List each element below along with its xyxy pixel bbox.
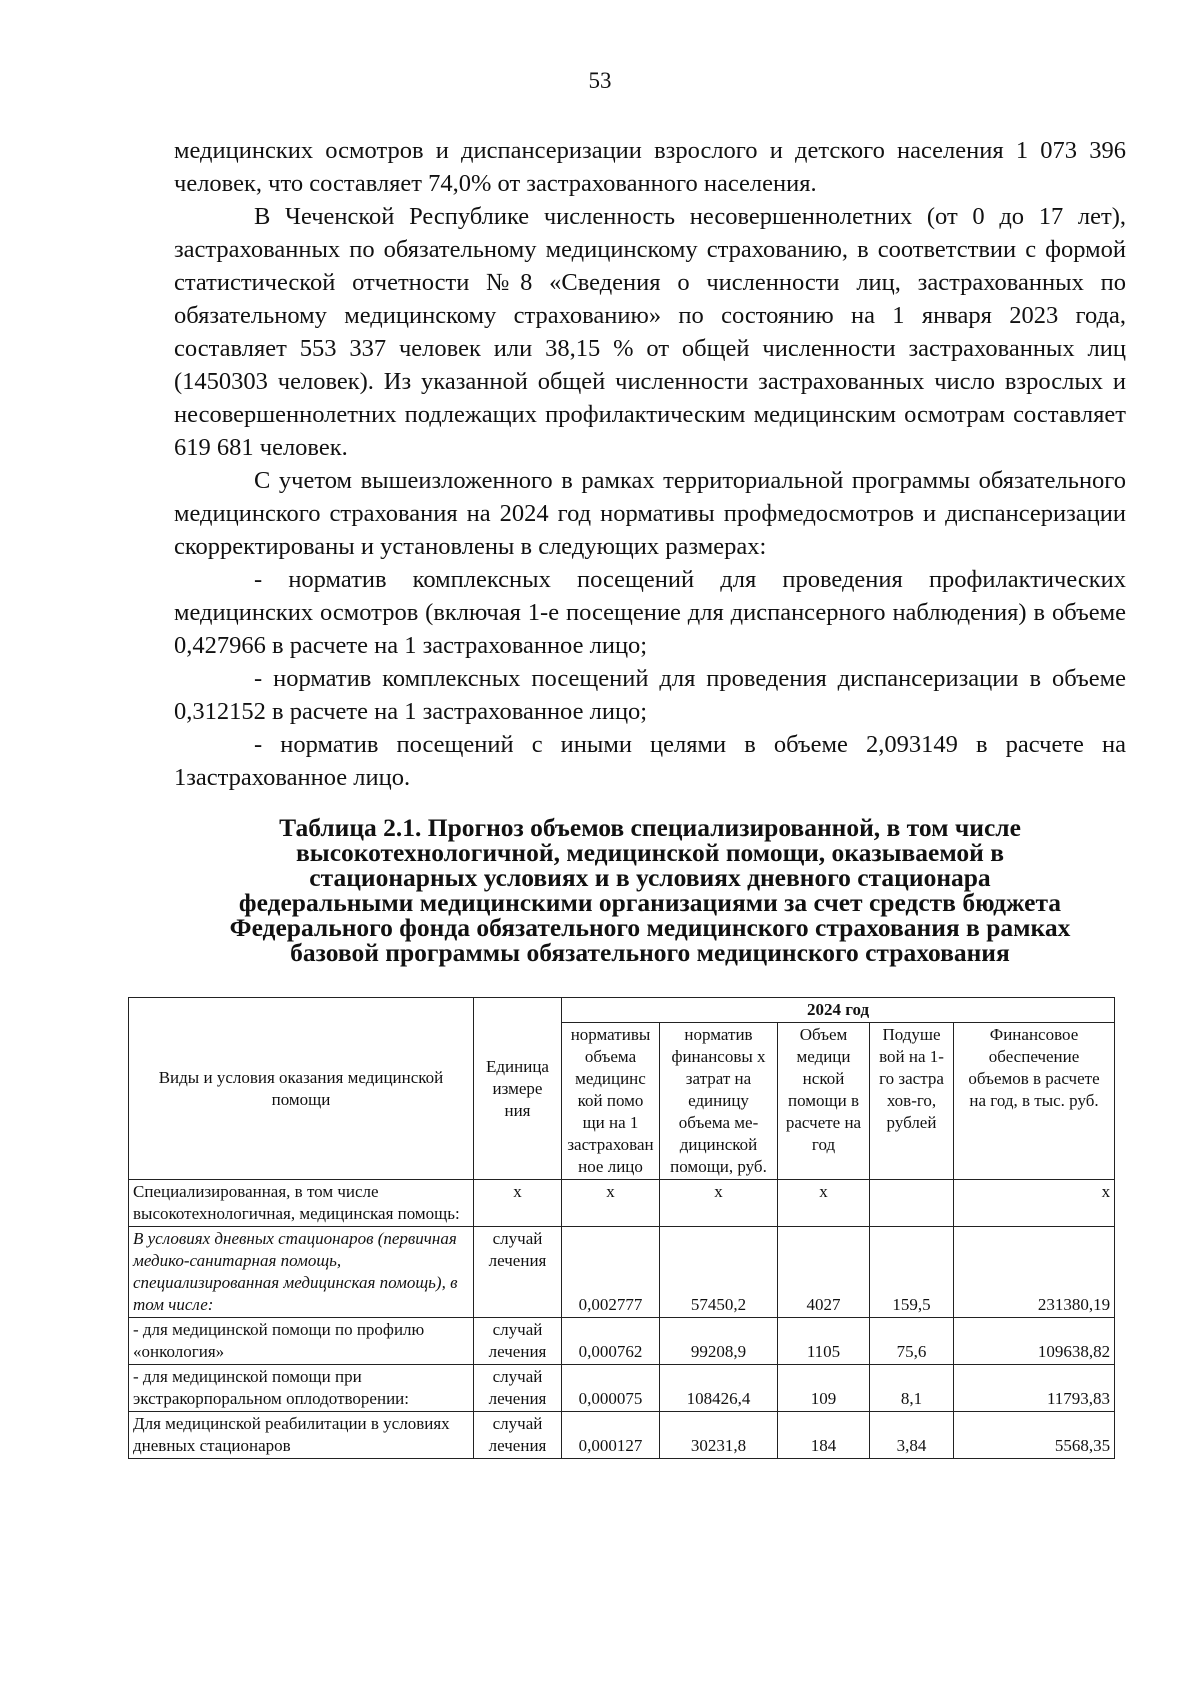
table-title-line: стационарных условиях и в условиях дневного стационара — [309, 863, 991, 892]
cell-norm-volume: 0,002777 — [562, 1227, 660, 1318]
cell-unit: х — [474, 1180, 562, 1227]
cell-volume: 4027 — [778, 1227, 870, 1318]
cell-per-capita: 159,5 — [870, 1227, 954, 1318]
table-row — [129, 1180, 1115, 1227]
header-finance: Финансовое обеспечение объемов в расчете на год, в тыс. руб. — [954, 1023, 1115, 1180]
cell-volume: х — [778, 1180, 870, 1227]
cell-per-capita: 8,1 — [870, 1365, 954, 1412]
paragraph: В Чеченской Республике численность несовершеннолетних (от 0 до 17 лет), застрахованных по обязательному медицинскому страхованию, в соответствии с формой статистической отчетности №8 «Сведения о численности лиц, застрахованных по обязательному медицинскому страхованию» по состоянию на 1 января 2023 года, составляет 553 337 человек или 38,15 % от общей численности застрахованных лиц (1450303 человек). Из указанной общей численности застрахованных число взрослых и несовершеннолетних подлежащих профилактическим медицинским осмотрам составляет 619 681 человек. — [174, 203, 1126, 461]
body-text — [174, 134, 1126, 794]
cell-finance: 231380,19 — [954, 1227, 1115, 1318]
cell-norm-cost: 99208,9 — [660, 1318, 778, 1365]
cell-finance: х — [954, 1180, 1115, 1227]
cell-norm-volume: 0,000127 — [562, 1412, 660, 1459]
header-norm-volume: нормативы объема медицинс кой помо щи на 1 застрахован ное лицо — [562, 1023, 660, 1180]
table-title — [150, 815, 1150, 965]
table-row — [129, 1227, 1115, 1318]
paragraph: - норматив комплексных посещений для проведения профилактических медицинских осмотров (включая 1-е посещение для диспансерного наблюдения) в объеме 0,427966 в расчете на 1 застрахованное лицо; — [174, 566, 1126, 659]
cell-finance: 5568,35 — [954, 1412, 1115, 1459]
cell-type: Специализированная, в том числе высокотехнологичная, медицинская помощь: — [129, 1180, 474, 1227]
table-title-line: базовой программы обязательного медицинского страхования — [290, 938, 1010, 967]
table-row — [129, 1412, 1115, 1459]
cell-unit: случай лечения — [474, 1227, 562, 1318]
cell-volume: 109 — [778, 1365, 870, 1412]
cell-type: - для медицинской помощи при экстракорпоральном оплодотворении: — [129, 1365, 474, 1412]
cell-type: Для медицинской реабилитации в условиях дневных стационаров — [129, 1412, 474, 1459]
table-header-row — [129, 998, 1115, 1023]
cell-finance: 11793,83 — [954, 1365, 1115, 1412]
table-row — [129, 1365, 1115, 1412]
header-unit: Единица измере ния — [474, 998, 562, 1180]
header-volume: Объем медици нской помощи в расчете на год — [778, 1023, 870, 1180]
cell-norm-volume: 0,000075 — [562, 1365, 660, 1412]
header-norm-cost: норматив финансовы х затрат на единицу объема ме- дицинской помощи, руб. — [660, 1023, 778, 1180]
paragraph: - норматив посещений с иными целями в объеме 2,093149 в расчете на 1застрахованное лицо. — [174, 731, 1126, 791]
paragraph: С учетом вышеизложенного в рамках территориальной программы обязательного медицинского страхования на 2024 год нормативы профмедосмотров и диспансеризации скорректированы и установлены в следующих размерах: — [174, 467, 1126, 560]
paragraph: медицинских осмотров и диспансеризации взрослого и детского населения 1 073 396 человек, что составляет 74,0% от застрахованного населения. — [174, 137, 1126, 197]
cell-norm-cost: х — [660, 1180, 778, 1227]
header-year: 2024 год — [562, 998, 1115, 1023]
cell-type: В условиях дневных стационаров (первичная медико-санитарная помощь, специализированная медицинская помощь), в том числе: — [129, 1227, 474, 1318]
cell-per-capita: 75,6 — [870, 1318, 954, 1365]
header-type: Виды и условия оказания медицинской помощи — [129, 998, 474, 1180]
cell-norm-volume: х — [562, 1180, 660, 1227]
cell-unit: случай лечения — [474, 1365, 562, 1412]
table-title-line: высокотехнологичной, медицинской помощи, оказываемой в — [296, 838, 1004, 867]
cell-norm-cost: 30231,8 — [660, 1412, 778, 1459]
cell-per-capita: 3,84 — [870, 1412, 954, 1459]
forecast-table — [128, 997, 1115, 1459]
paragraph: - норматив комплексных посещений для проведения диспансеризации в объеме 0,312152 в расчете на 1 застрахованное лицо; — [174, 665, 1126, 725]
cell-unit: случай лечения — [474, 1412, 562, 1459]
header-per-capita: Подуше вой на 1-го застра хов-го, рублей — [870, 1023, 954, 1180]
cell-volume: 184 — [778, 1412, 870, 1459]
page-number: 53 — [588, 68, 612, 93]
cell-norm-cost: 108426,4 — [660, 1365, 778, 1412]
table-title-line: федеральными медицинскими организациями за счет средств бюджета — [238, 888, 1062, 917]
table-title-line: Таблица 2.1. Прогноз объемов специализированной, в том числе — [279, 813, 1021, 842]
cell-finance: 109638,82 — [954, 1318, 1115, 1365]
cell-unit: случай лечения — [474, 1318, 562, 1365]
table-row — [129, 1318, 1115, 1365]
cell-type: - для медицинской помощи по профилю «онкология» — [129, 1318, 474, 1365]
cell-norm-volume: 0,000762 — [562, 1318, 660, 1365]
cell-per-capita — [870, 1180, 954, 1227]
cell-norm-cost: 57450,2 — [660, 1227, 778, 1318]
table-title-line: Федерального фонда обязательного медицинского страхования в рамках — [229, 913, 1071, 942]
cell-volume: 1105 — [778, 1318, 870, 1365]
